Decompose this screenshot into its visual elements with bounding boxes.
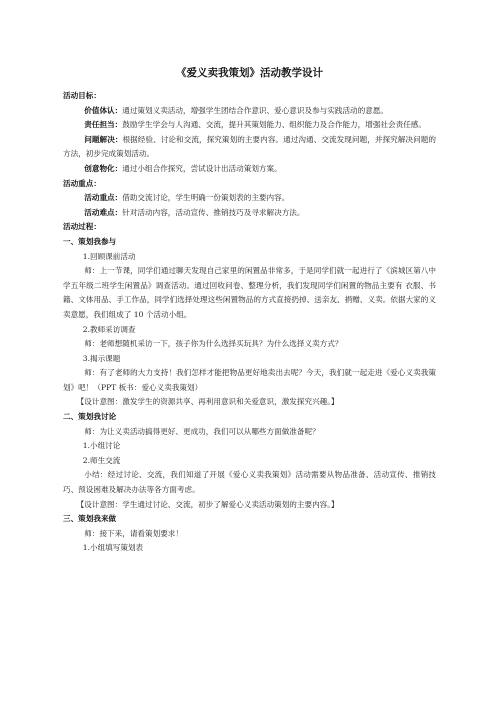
section1-step1-label: 1.回顾课前活动 <box>82 251 136 261</box>
section1-step2-label: 2.教师采访调查 <box>82 324 136 334</box>
process-heading: 活动过程： <box>63 222 101 232</box>
objective-label: 创意物化： <box>84 163 123 173</box>
section2-summary: 小结：经过讨论、交流，我们知道了开展《爱心义卖我策划》活动需要从物品准备、活动宣传、推销技巧、预设困难及解决办法等各方面考虑。 <box>63 470 436 495</box>
objective-text: 鼓励学生学会与人沟通、交流，提升其策划能力、组织能力及合作能力，增强社会责任感。 <box>122 120 426 130</box>
section1-step3-label: 3.揭示课题 <box>82 353 121 363</box>
objective-item <box>63 162 436 177</box>
objectives-heading: 活动目标： <box>63 91 101 100</box>
section1-intent: 【设计意图：激发学生的资源共享、再利用意识和关爱意识，激发探究兴趣。】 <box>76 397 339 407</box>
section2-step2-label: 2.师生交流 <box>82 455 121 465</box>
objective-item <box>63 104 436 119</box>
objective-label: 问题解决： <box>84 134 123 144</box>
section3-step1-label: 1.小组填写策划表 <box>82 543 144 553</box>
objective-item <box>63 118 436 133</box>
keypoints-heading: 活动重点： <box>63 178 101 188</box>
section1-step2-text: 师：老师想随机采访一下，孩子你为什么选择买玩具？为什么选择义卖方式？ <box>84 339 343 349</box>
objective-label: 责任担当： <box>84 120 123 130</box>
section2-heading: 二、策划我讨论 <box>63 412 117 422</box>
objective-label: 价值体认： <box>84 105 123 115</box>
section2-intent: 【设计意图：学生通过讨论、交流，初步了解爱心义卖活动策划的主要内容。】 <box>76 499 339 509</box>
objective-item <box>63 133 436 162</box>
section1-heading: 一、策划我参与 <box>63 236 117 246</box>
objective-text: 通过策划义卖活动，增强学生团结合作意识、爱心意识及参与实践活动的意愿。 <box>122 105 389 115</box>
keypoint-item <box>63 191 436 206</box>
section2-step1-label: 1.小组讨论 <box>82 441 121 451</box>
keypoint-label: 活动难点： <box>84 207 123 217</box>
keypoint-label: 活动重点： <box>84 193 123 203</box>
objective-text: 根据经验、讨论和交流，探究策划的主要内容。通过沟通、交流发现问题，并探究解决问题的方法，初步完成策划活动。 <box>63 134 437 159</box>
document-title: 《爱义卖我策划》活动教学设计 <box>176 67 323 79</box>
section3-intro: 师：接下来，请看策划要求！ <box>84 528 183 538</box>
section1-step1-text: 师：上一节课，同学们通过聊天发现自己家里的闲置品非常多，于是同学们就一起进行了《滨城区第八中学五年级二班学生闲置品》调查活动。通过回收问卷、整理分析，我们发现同学们闲置的物品主要有 衣服、书籍、文体用品、手工作品，同学们选择处理这些闲置物品的方式直接扔掉、送亲友、捐赠、义卖。依据大家的义卖意愿，我们组成了 10 个活动小组。 <box>63 266 436 319</box>
objective-text: 通过小组合作探究，尝试设计出活动策划方案。 <box>122 163 282 173</box>
section3-heading: 三、策划我来做 <box>63 514 117 524</box>
keypoint-text: 针对活动内容，活动宣传、推销技巧及寻求解决方法。 <box>122 207 305 217</box>
section1-step3-text: 师：有了老师的大力支持！我们怎样才能把物品更好地卖出去呢？今天，我们就一起走进《爱心义卖我策划》吧！（PPT 板书：爱心义卖我策划） <box>63 368 436 392</box>
keypoint-item <box>63 206 436 221</box>
section2-intro: 师：为让义卖活动搞得更好、更成功，我们可以从哪些方面做准备呢？ <box>84 426 320 436</box>
keypoint-text: 借助交流讨论，学生明确一份策划表的主要内容。 <box>122 193 290 203</box>
